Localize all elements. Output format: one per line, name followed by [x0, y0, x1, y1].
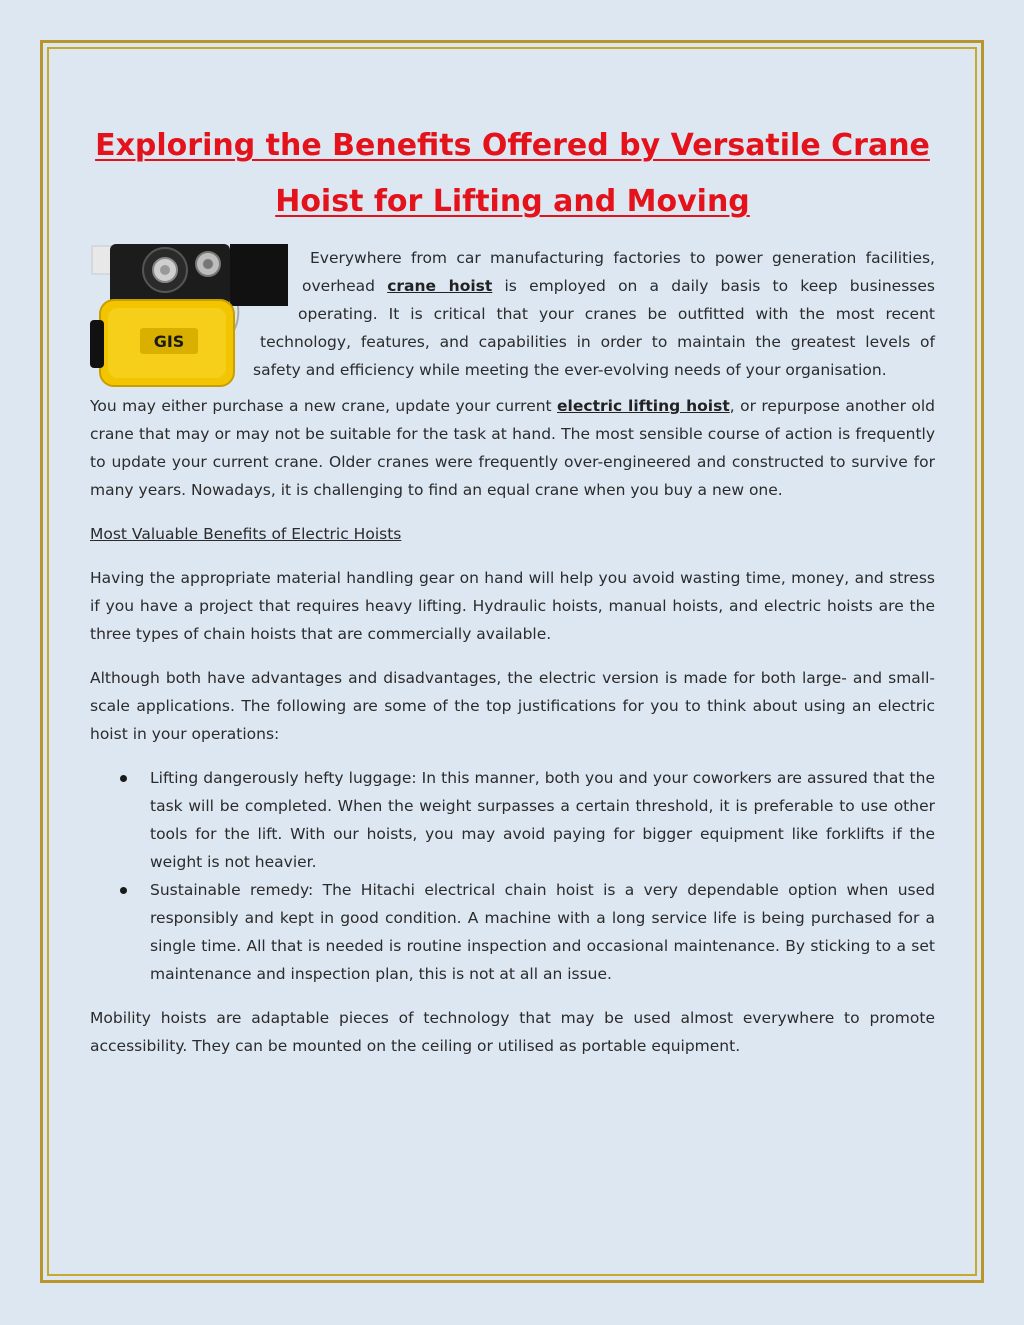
paragraph-material-handling: Having the appropriate material handling gear on hand will help you avoid wasting time, money, and stress if you have a project that requires heavy lifting. Hydraulic hoists, manual hoists, and electric hoists are the three types of chain hoists that are commercially available. — [90, 569, 935, 643]
paragraph-update-crane: You may either purchase a new crane, update your current electric lifting hoist, or repurpose another old crane that may or may not be suitable for the task at hand. The most sensible course of action is frequently to update your current crane. Older cranes were frequently over-engineered and constructed to survive for many years. Nowadays, it is challenging to find an equal crane when you buy a new one. — [90, 397, 935, 499]
intro-section — [90, 244, 935, 384]
intro-line: Everywhere from car manufacturing factories to power generation facilities, — [310, 249, 935, 267]
intro-paragraph — [250, 244, 935, 384]
crane-hoist-link[interactable]: crane hoist — [387, 277, 493, 295]
benefits-list — [90, 764, 935, 988]
page-title: Exploring the Benefits Offered by Versatile Crane Hoist for Lifting and Moving — [95, 128, 930, 219]
hoist-logo-text: GIS — [153, 332, 185, 351]
document-body — [90, 118, 935, 1076]
list-item: Lifting dangerously hefty luggage: In this manner, both you and your coworkers are assured that the task will be completed. When the weight surpasses a certain threshold, it is preferable to use other tools for the lift. With our hoists, you may avoid paying for bigger equipment like forklifts if the weight is not heavier. — [150, 764, 935, 876]
intro-line: overhead crane hoist is employed on a daily basis to keep businesses — [302, 277, 935, 295]
intro-line: operating. It is critical that your cranes be outfitted with the most recent — [298, 305, 935, 323]
section-subheading: Most Valuable Benefits of Electric Hoists — [90, 525, 402, 543]
intro-line: technology, features, and capabilities in order to maintain the greatest levels of — [260, 333, 935, 351]
paragraph-electric-version: Although both have advantages and disadvantages, the electric version is made for both large- and small-scale applications. The following are some of the top justifications for you to think about using an electric hoist in your operations: — [90, 669, 935, 743]
list-item: Sustainable remedy: The Hitachi electrical chain hoist is a very dependable option when used responsibly and kept in good condition. A machine with a long service life is being purchased for a single time. All that is needed is routine inspection and occasional maintenance. By sticking to a set maintenance and inspection plan, this is not at all an issue. — [150, 876, 935, 988]
intro-line: safety and efficiency while meeting the ever-evolving needs of your organisation. — [253, 361, 887, 379]
electric-lifting-hoist-link[interactable]: electric lifting hoist — [557, 397, 730, 415]
paragraph-mobility-hoists: Mobility hoists are adaptable pieces of technology that may be used almost everywhere to promote accessibility. They can be mounted on the ceiling or utilised as portable equipment. — [90, 1009, 935, 1055]
